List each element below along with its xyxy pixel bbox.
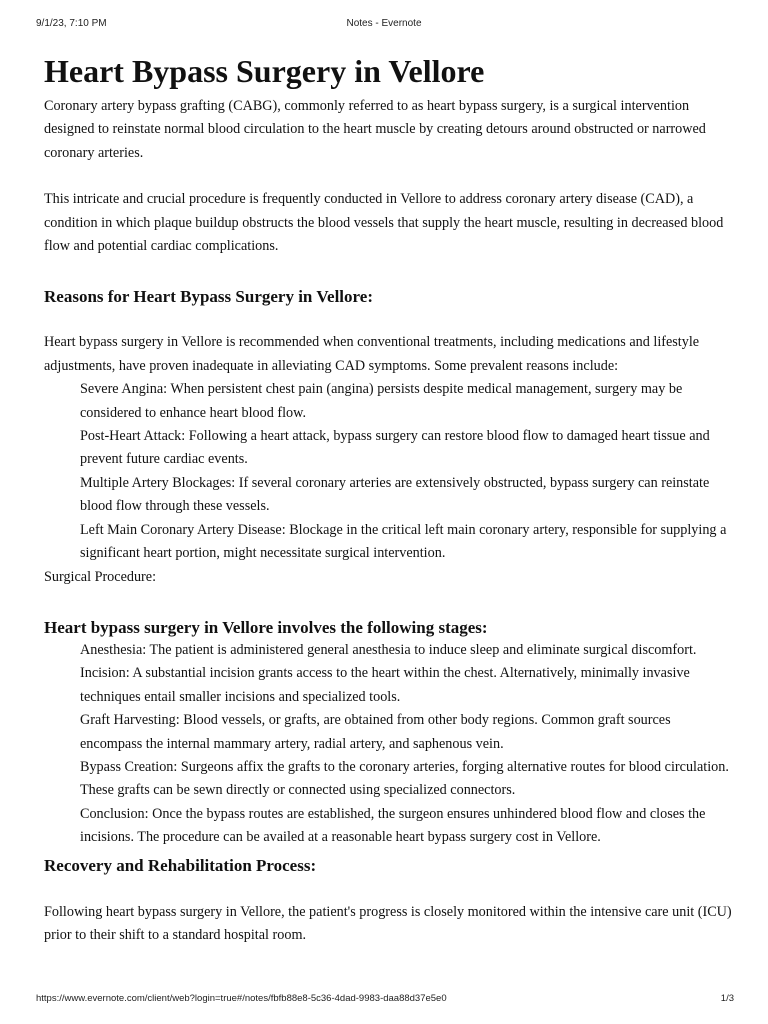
list-item: Conclusion: Once the bypass routes are established, the surgeon ensures unhindered blood flow and closes the incisions. The procedure can be availed at a reasonable heart bypass surgery cost in Vellore.	[80, 805, 706, 846]
list-item: Left Main Coronary Artery Disease: Blockage in the critical left main coronary artery, responsible for supplying a significant heart portion, might necessitate surgical intervention.	[80, 521, 727, 562]
page-number: 1/3	[720, 993, 734, 1004]
recovery-intro: Following heart bypass surgery in Vellore, the patient's progress is closely monitored within the intensive care unit (ICU) prior to their shift to a standard hospital room.	[44, 903, 732, 943]
print-header	[0, 18, 768, 32]
note-content	[44, 52, 734, 947]
recovery-heading: Recovery and Rehabilitation Process:	[44, 855, 317, 875]
intro-paragraph-2: This intricate and crucial procedure is frequently conducted in Vellore to address coronary artery disease (CAD), a condition in which plaque buildup obstructs the blood vessels that supply the heart muscle, resulting in decreased blood flow and potential cardiac complications.	[44, 191, 724, 255]
list-item: Anesthesia: The patient is administered general anesthesia to induce sleep and eliminate surgical discomfort.	[80, 641, 697, 658]
intro-paragraph-1: Coronary artery bypass grafting (CABG), commonly referred to as heart bypass surgery, is a surgical intervention designed to reinstate normal blood circulation to the heart muscle by creating detours around obstructed or narrowed coronary arteries.	[44, 98, 706, 161]
list-item: Post-Heart Attack: Following a heart attack, bypass surgery can restore blood flow to damaged heart tissue and prevent future cardiac events.	[80, 428, 710, 468]
surgical-procedure-label: Surgical Procedure:	[44, 568, 157, 585]
print-footer	[0, 993, 768, 1007]
page-title: Heart Bypass Surgery in Vellore	[44, 53, 485, 89]
print-title: Notes - Evernote	[346, 18, 422, 29]
reasons-intro: Heart bypass surgery in Vellore is recommended when conventional treatments, including medications and lifestyle adjustments, have proven inadequate in alleviating CAD symptoms. Some prevalent reasons include:	[44, 334, 700, 374]
stages-heading: Heart bypass surgery in Vellore involves the following stages:	[44, 617, 488, 637]
reasons-list	[44, 378, 734, 565]
stages-list	[44, 639, 734, 850]
list-item: Incision: A substantial incision grants access to the heart within the chest. Alternatively, minimally invasive techniques entail smaller incisions and specialized tools.	[80, 665, 690, 705]
page-url: https://www.evernote.com/client/web?login=true#/notes/fbfb88e8-5c36-4dad-9983-daa88d37e5e0	[36, 993, 447, 1004]
list-item: Bypass Creation: Surgeons affix the grafts to the coronary arteries, forging alternative routes for blood circulation. These grafts can be sewn directly or connected using specialized connectors.	[80, 758, 729, 799]
reasons-heading: Reasons for Heart Bypass Surgery in Vellore:	[44, 287, 373, 307]
list-item: Severe Angina: When persistent chest pain (angina) persists despite medical management, surgery may be considered to enhance heart blood flow.	[80, 381, 683, 421]
list-item: Graft Harvesting: Blood vessels, or grafts, are obtained from other body regions. Common graft sources encompass the internal mammary artery, radial artery, and saphenous vein.	[80, 712, 671, 752]
print-datetime: 9/1/23, 7:10 PM	[36, 18, 107, 29]
list-item: Multiple Artery Blockages: If several coronary arteries are extensively obstructed, bypass surgery can reinstate blood flow through these vessels.	[80, 474, 710, 515]
